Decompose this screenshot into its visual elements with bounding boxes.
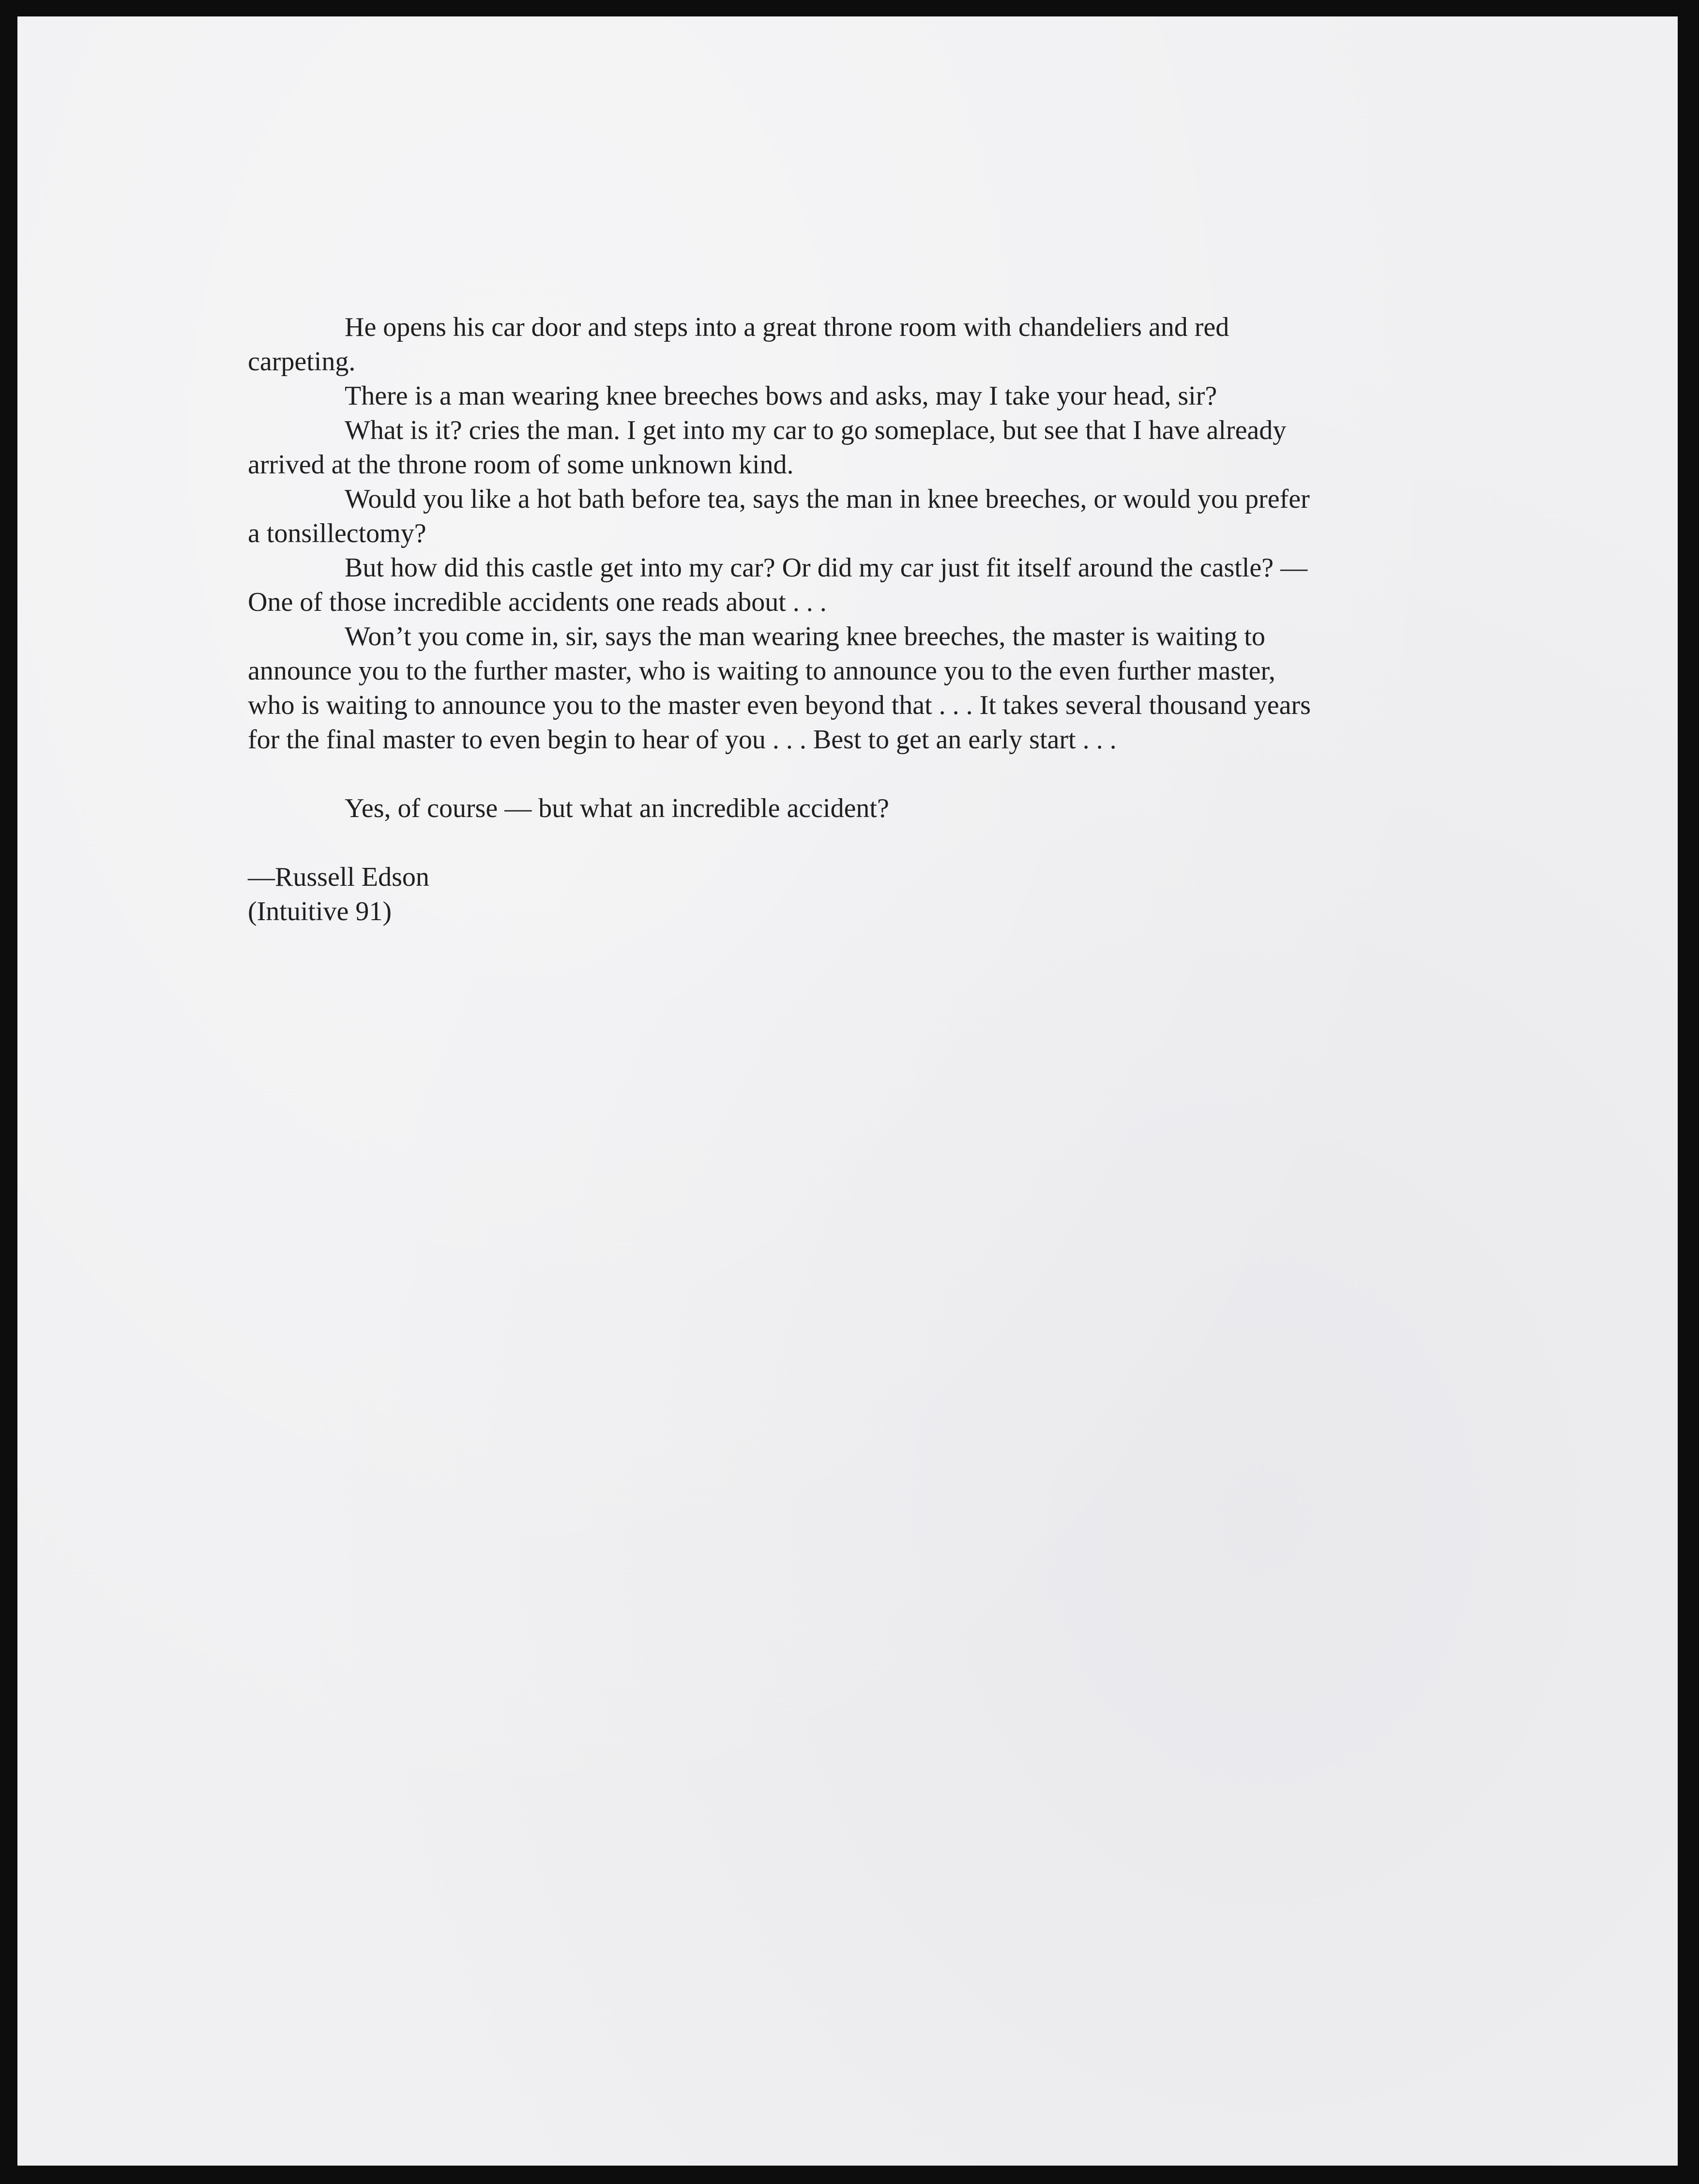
paragraph-line: Yes, of course — but what an incredible accident? xyxy=(345,793,889,823)
paragraph-5 xyxy=(248,551,1477,620)
paragraph-2 xyxy=(248,379,1477,413)
author-attribution: —Russell Edson xyxy=(248,862,429,892)
paragraph-line: Won’t you come in, sir, says the man wearing knee breeches, the master is waiting to xyxy=(345,622,1265,652)
paragraph-3 xyxy=(248,413,1477,482)
paragraph-line: a tonsillectomy? xyxy=(248,518,426,548)
paragraph-line: There is a man wearing knee breeches bows and asks, may I take your head, sir? xyxy=(345,381,1217,411)
paragraph-1 xyxy=(248,310,1477,379)
document-page xyxy=(17,16,1678,2166)
source-citation: (Intuitive 91) xyxy=(248,896,392,926)
paragraph-line: Would you like a hot bath before tea, says the man in knee breeches, or would you prefer xyxy=(345,484,1310,514)
paragraph-line: for the final master to even begin to hear of you . . . Best to get an early start . . . xyxy=(248,725,1117,755)
paragraph-line: announce you to the further master, who is waiting to announce you to the even further master, xyxy=(248,656,1275,686)
paragraph-line: He opens his car door and steps into a great throne room with chandeliers and red xyxy=(345,312,1229,342)
paragraph-line: But how did this castle get into my car? Or did my car just fit itself around the castle? — xyxy=(345,553,1308,583)
paragraph-line: carpeting. xyxy=(248,347,356,377)
paragraph-line: who is waiting to announce you to the master even beyond that . . . It takes several thousand years xyxy=(248,690,1311,720)
paragraph-line: arrived at the throne room of some unknown kind. xyxy=(248,450,794,480)
paragraph-6 xyxy=(248,620,1477,757)
poem-body xyxy=(248,310,1477,929)
spacer xyxy=(248,757,1477,791)
paragraph-7 xyxy=(248,791,1477,826)
paragraph-line: One of those incredible accidents one reads about . . . xyxy=(248,587,827,617)
paragraph-4 xyxy=(248,482,1477,551)
spacer xyxy=(248,826,1477,860)
paragraph-line: What is it? cries the man. I get into my car to go someplace, but see that I have already xyxy=(345,415,1287,445)
